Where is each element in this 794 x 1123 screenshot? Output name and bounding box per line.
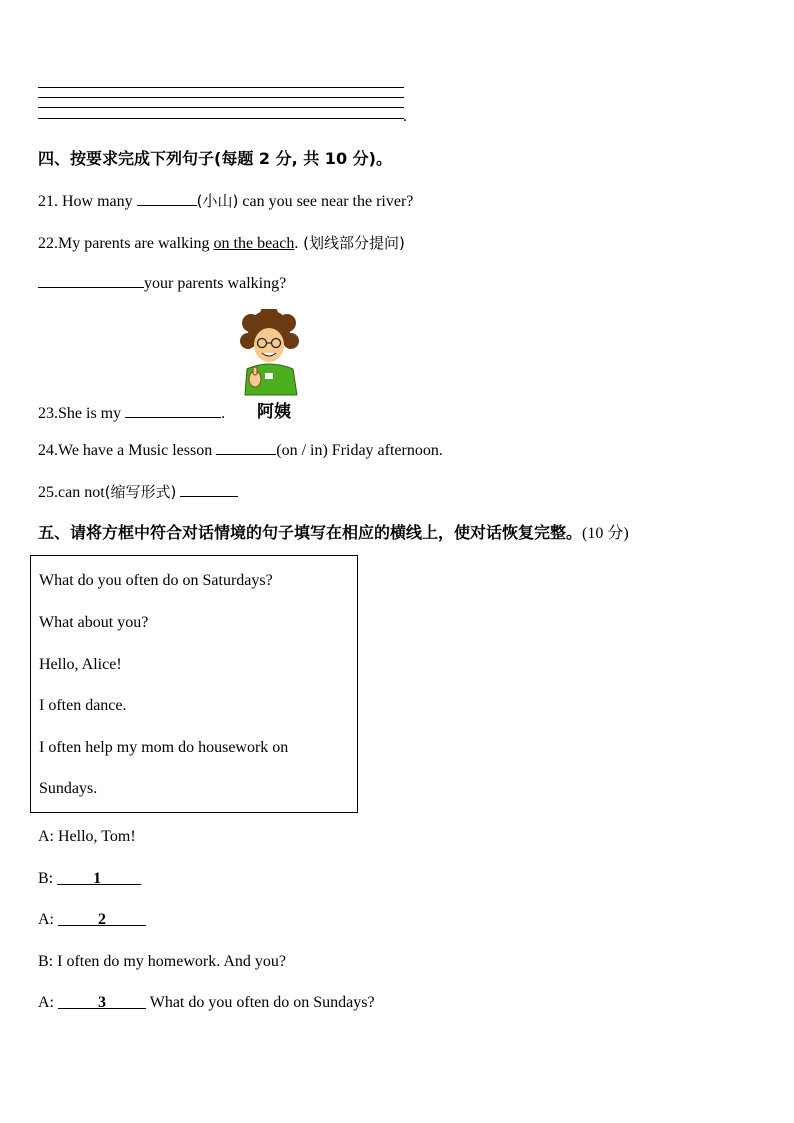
question-22-answer-line: [38, 273, 286, 295]
q21-prefix: 21. How many: [38, 193, 137, 210]
section5-heading-text: 五、请将方框中符合对话情境的句子填写在相应的横线上，使对话恢复完整。: [38, 523, 583, 542]
aunt-caption: 阿姨: [257, 402, 291, 422]
dialogue-5-suffix: What do you often do on Sundays?: [146, 994, 375, 1011]
dialogue-blank-2[interactable]: 2: [98, 911, 106, 928]
dialogue-blank-1[interactable]: 1: [93, 870, 102, 887]
q25-hint: (缩写形式): [104, 483, 177, 501]
sentence-options-box: [30, 555, 358, 813]
box-option-5: I often help my mom do housework on: [39, 739, 289, 756]
q22-hint: (划线部分提问): [298, 234, 405, 252]
box-option-4: I often dance.: [39, 697, 127, 714]
question-25: [38, 481, 238, 504]
section4-heading: 四、按要求完成下列句子(每题 2 分, 共 10 分)。: [38, 149, 392, 168]
q24-suffix: Friday afternoon.: [327, 442, 443, 459]
section5-points: (10 分): [582, 525, 629, 542]
section5-heading: [38, 522, 629, 545]
answer-rule-4: [38, 118, 404, 119]
box-option-6: Sundays.: [39, 780, 98, 797]
box-option-2: What about you?: [39, 614, 149, 631]
dialogue-5-speaker: A:: [38, 994, 58, 1011]
q24-prefix: 24.We have a Music lesson: [38, 442, 217, 459]
q24-answer-blank[interactable]: [216, 440, 276, 455]
q23-answer-blank[interactable]: [125, 403, 221, 418]
q22-answer-blank[interactable]: [38, 273, 144, 288]
aunt-picture: [235, 309, 311, 421]
answer-rule-1: [38, 87, 404, 88]
question-23: [38, 403, 225, 425]
q21-suffix: can you see near the river?: [238, 193, 414, 210]
dialogue-3-speaker: A:: [38, 911, 58, 928]
q25-answer-blank[interactable]: [180, 482, 238, 497]
q21-hint: (小山): [196, 192, 239, 210]
dialogue-line-3: [38, 909, 146, 931]
dialogue-2-speaker: B:: [38, 870, 58, 887]
q25-prefix: 25.can not: [38, 484, 105, 501]
dialogue-line-4: B: I often do my homework. And you?: [38, 953, 286, 970]
dialogue-line-5: [38, 992, 375, 1014]
q24-choice: (on / in): [276, 442, 328, 459]
q22-underlined-phrase: on the beach: [213, 235, 295, 252]
q21-answer-blank[interactable]: [137, 191, 197, 206]
question-22: [38, 232, 405, 255]
dialogue-line-1: A: Hello, Tom!: [38, 828, 136, 845]
box-option-3: Hello, Alice!: [39, 656, 122, 673]
box-option-1: What do you often do on Saturdays?: [39, 572, 273, 589]
q22-answer-suffix: your parents walking?: [144, 275, 287, 292]
q23-suffix: .: [221, 405, 226, 422]
answer-rule-3: [38, 107, 404, 108]
dialogue-line-2: [38, 868, 141, 890]
rule-end-mark: .: [403, 108, 407, 125]
answer-rule-2: [38, 97, 404, 98]
dialogue-blank-3[interactable]: 3: [98, 994, 106, 1011]
q22-prefix: 22.My parents are walking: [38, 235, 214, 252]
q23-prefix: 23.She is my: [38, 405, 126, 422]
question-24: [38, 440, 443, 462]
question-21: [38, 190, 413, 213]
q22-period: .: [294, 235, 299, 252]
